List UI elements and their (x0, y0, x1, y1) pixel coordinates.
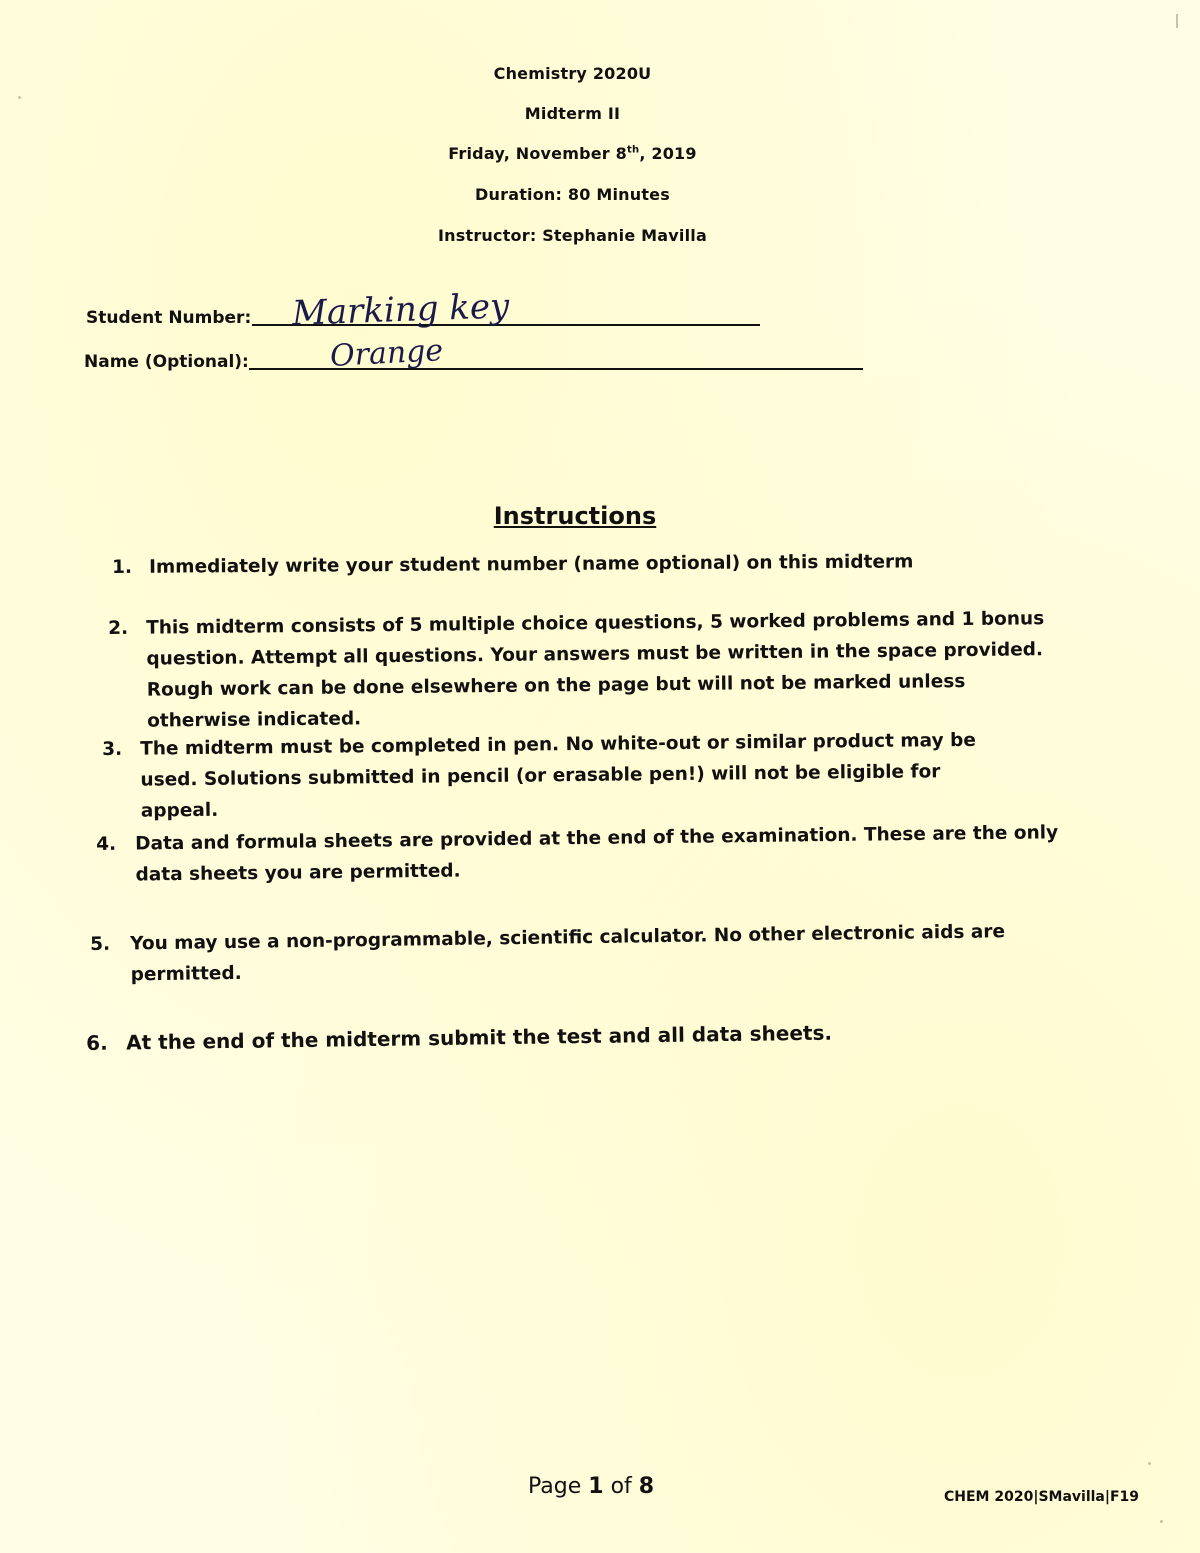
exam-date (0, 144, 1145, 163)
instruction-number: 2. (108, 617, 129, 639)
instruction-text: The midterm must be completed in pen. No white-out or similar product may be used. Solutions submitted in pencil (or erasable pen!) will not be eligible for appeal. (140, 729, 976, 822)
course-title: Chemistry 2020U (493, 64, 652, 83)
instruction-number: 6. (86, 1030, 108, 1055)
scan-speck (1160, 1520, 1163, 1523)
name-label: Name (Optional): (84, 352, 249, 372)
page-prefix: Page (528, 1474, 589, 1499)
page-current: 1 (588, 1474, 604, 1499)
page-total: 8 (638, 1474, 655, 1499)
scan-speck (1176, 14, 1178, 28)
date-superscript: th (627, 144, 640, 156)
student-number-handwriting: Marking key (291, 286, 510, 334)
instruction-text: This midterm consists of 5 multiple choice questions, 5 worked problems and 1 bonus question. Attempt all questions. Your answers must be written in the space provided. Rough work can be done elsewhere on the page but will not be marked unless otherwise indicated. (146, 608, 1045, 732)
scan-speck (18, 96, 21, 99)
exam-instructor: Instructor: Stephanie Mavilla (438, 226, 707, 245)
exam-title: Midterm II (524, 104, 621, 123)
instruction-text: Immediately write your student number (name optional) on this midterm (149, 551, 914, 578)
student-number-label: Student Number: (86, 308, 252, 328)
exam-duration: Duration: 80 Minutes (475, 185, 670, 204)
page-number (528, 1474, 654, 1499)
course-tag: CHEM 2020|SMavilla|F19 (944, 1489, 1140, 1505)
instruction-number: 1. (112, 556, 133, 578)
instruction-number: 4. (96, 833, 117, 855)
instruction-text: You may use a non-programmable, scientific calculator. No other electronic aids are permitted. (130, 921, 1006, 986)
name-handwriting: Orange (329, 333, 444, 374)
instruction-number: 5. (90, 933, 111, 955)
date-prefix: Friday, November 8 (448, 144, 627, 163)
instruction-number: 3. (102, 738, 123, 760)
date-suffix: , 2019 (639, 144, 697, 163)
scan-speck (1148, 1462, 1151, 1465)
instruction-text: At the end of the midterm submit the test and all data sheets. (126, 1020, 833, 1055)
page-of: of (603, 1474, 639, 1499)
instruction-text: Data and formula sheets are provided at the end of the examination. These are the only data sheets you are permitted. (135, 822, 1059, 886)
instructions-heading: Instructions (493, 502, 657, 530)
